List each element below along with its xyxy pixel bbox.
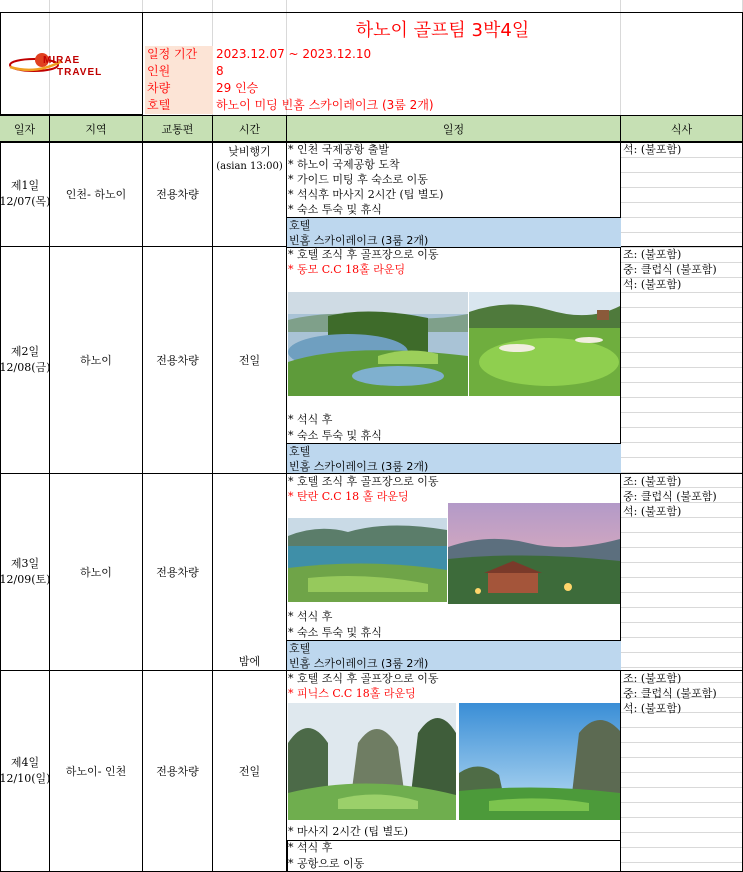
header-transport: 교통편 [143, 116, 213, 142]
day2-meal-dinner: 석: (불포함) [623, 278, 682, 291]
day2-time: 전일 [213, 247, 287, 474]
day2-transport: 전용차량 [143, 247, 213, 474]
day3-region: 하노이 [50, 474, 143, 671]
day2-meal-breakfast: 조: (불포함) [623, 248, 682, 261]
day1-schedule-2: * 하노이 국제공항 도착 [288, 158, 400, 171]
day4-schedule-2: * 피닉스 C.C 18홀 라운딩 [288, 687, 416, 700]
day3-hotel-name: 빈홈 스카이레이크 (3룸 2개) [289, 657, 429, 670]
day3-schedule-1: * 호텔 조식 후 골프장으로 이동 [288, 475, 439, 488]
header-region: 지역 [50, 116, 143, 142]
day1-schedule-5: * 숙소 투숙 및 휴식 [288, 203, 382, 216]
day4-schedule-after-2: * 석식 후 [288, 841, 333, 854]
day4-label: 제4일 [10, 756, 40, 769]
day2-hotel-label: 호텔 [289, 445, 311, 458]
day2-schedule-2: * 동모 C.C 18홀 라운딩 [288, 263, 406, 276]
logo-brand-line2: TRAVEL [57, 67, 103, 78]
day2-meal-lunch: 중: 클럽식 (불포함) [623, 263, 717, 276]
day1-date: 12/07(목) [0, 195, 51, 208]
info-value-period: 2023.12.07 ~ 2023.12.10 [216, 47, 372, 61]
day2-region: 하노이 [50, 247, 143, 474]
day2-schedule-after-2: * 숙소 투숙 및 휴식 [288, 429, 382, 442]
header-schedule: 일정 [287, 116, 621, 142]
day2-date: 12/08(금) [0, 361, 51, 374]
info-value-people: 8 [216, 64, 224, 78]
tanlan-golf-photo-1 [288, 518, 447, 602]
day4-time: 전일 [213, 671, 287, 872]
day3-schedule-after-1: * 석식 후 [288, 610, 333, 623]
day4-schedule-after-3: * 공항으로 이동 [288, 857, 365, 870]
day1-schedule-3: * 가이드 미팅 후 숙소로 이동 [288, 173, 428, 186]
day1-hotel [287, 217, 621, 248]
day1-region: 인천- 하노이 [50, 142, 143, 247]
day1-time-line2: (asian 13:00) [216, 161, 283, 172]
day1-schedule-4: * 석식후 마사지 2시간 (팁 별도) [288, 188, 444, 201]
day3-transport: 전용차량 [143, 474, 213, 671]
day3-label: 제3일 [10, 557, 40, 570]
day3-date: 12/09(토) [0, 573, 51, 586]
day1-label: 제1일 [10, 179, 40, 192]
header-meals: 식사 [621, 116, 743, 142]
info-value-vehicle: 29 인승 [216, 81, 259, 95]
day2-hotel [287, 443, 621, 474]
day4-region: 하노이- 인천 [50, 671, 143, 872]
day3-schedule-2: * 탄란 C.C 18 홀 라운딩 [288, 490, 409, 503]
dongmo-golf-photo-1 [288, 292, 468, 396]
page-title: 하노이 골프팀 3박4일 [143, 12, 743, 45]
day3-hotel-label: 호텔 [289, 642, 311, 655]
header-date: 일자 [0, 116, 50, 142]
day1-schedule-1: * 인천 국제공항 출발 [288, 143, 389, 156]
day4-meal-lunch: 중: 클럽식 (불포함) [623, 687, 717, 700]
day4-meal-breakfast: 조: (불포함) [623, 672, 682, 685]
logo-brand-line1: MIRAE [43, 55, 81, 66]
day1-meal-dinner: 석: (불포함) [623, 143, 682, 156]
day3-meal-breakfast: 조: (불포함) [623, 475, 682, 488]
day2-schedule-1: * 호텔 조식 후 골프장으로 이동 [288, 248, 439, 261]
day3-meal-lunch: 중: 클럽식 (불포함) [623, 490, 717, 503]
header-time: 시간 [213, 116, 287, 142]
day3-schedule-after-2: * 숙소 투숙 및 휴식 [288, 626, 382, 639]
day1-hotel-name: 빈홈 스카이레이크 (3룸 2개) [289, 234, 429, 247]
day2-hotel-name: 빈홈 스카이레이크 (3룸 2개) [289, 460, 429, 473]
phoenix-golf-photo-2 [459, 703, 620, 820]
info-label-people: 인원 [145, 63, 213, 80]
day3-hotel [287, 640, 621, 671]
info-label-period: 일정 기간 [145, 46, 213, 63]
phoenix-golf-photo-1 [288, 703, 456, 820]
day3-meal-dinner: 석: (불포함) [623, 505, 682, 518]
day4-schedule-after-1: * 마사지 2시간 (팁 별도) [288, 825, 409, 838]
tanlan-golf-photo-2 [448, 503, 620, 604]
info-value-hotel: 하노이 미딩 빈홈 스카이레이크 (3룸 2개) [216, 98, 434, 112]
day1-transport: 전용차량 [143, 142, 213, 247]
day1-hotel-label: 호텔 [289, 219, 311, 232]
day4-meal-dinner: 석: (불포함) [623, 702, 682, 715]
day2-schedule-after-1: * 석식 후 [288, 413, 333, 426]
day4-transport: 전용차량 [143, 671, 213, 872]
day2-label: 제2일 [10, 345, 40, 358]
info-label-hotel: 호텔 [145, 97, 213, 114]
day4-date: 12/10(일) [0, 772, 51, 785]
logo-cell [0, 12, 143, 115]
dongmo-golf-photo-2 [469, 292, 620, 396]
day1-time-line1: 낮비행기 [228, 145, 271, 158]
day3-time: 밤에 [238, 655, 261, 668]
day4-schedule-1: * 호텔 조식 후 골프장으로 이동 [288, 672, 439, 685]
info-label-vehicle: 차량 [145, 80, 213, 97]
